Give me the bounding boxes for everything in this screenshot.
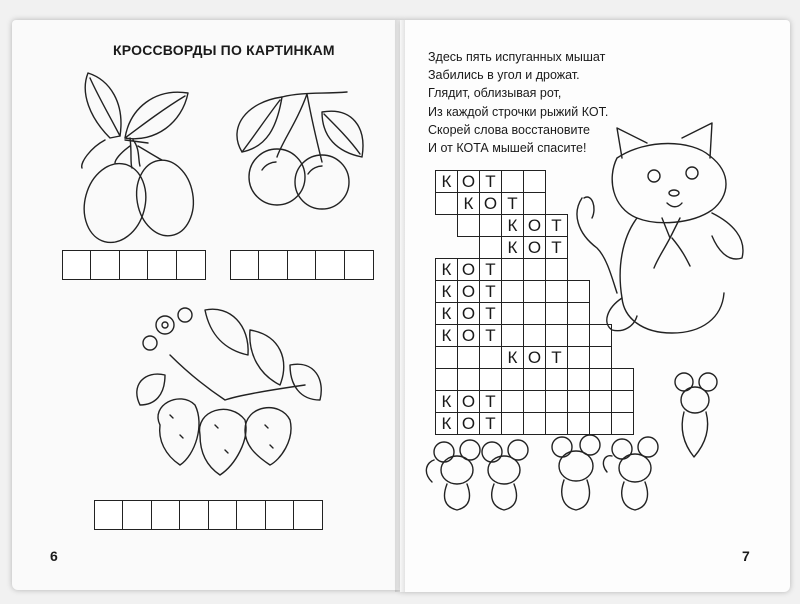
crossword-cell[interactable] [523,280,546,303]
crossword-letter-cell[interactable]: О [457,324,480,347]
crossword-letter-cell[interactable]: О [457,412,480,435]
strawberry-answer-row[interactable] [95,500,323,530]
crossword-cell[interactable] [435,346,458,369]
answer-cell[interactable] [90,250,120,280]
answer-cell[interactable] [119,250,149,280]
crossword-letter-cell[interactable]: О [523,236,546,259]
crossword-letter-cell[interactable]: О [457,280,480,303]
crossword-cell[interactable] [435,192,458,215]
crossword-letter-cell[interactable]: Т [479,412,502,435]
crossword-letter-cell[interactable]: О [457,258,480,281]
crossword-letter-cell[interactable]: К [435,170,458,193]
answer-cell[interactable] [265,500,295,530]
page-number-left: 6 [50,548,58,564]
crossword-letter-cell[interactable]: О [457,390,480,413]
crossword-letter-cell[interactable]: О [523,214,546,237]
answer-cell[interactable] [230,250,260,280]
crossword-letter-cell[interactable]: К [435,390,458,413]
answer-cell[interactable] [287,250,317,280]
cherry-answer-row[interactable] [231,250,374,280]
answer-cell[interactable] [147,250,177,280]
crossword-letter-cell[interactable]: К [457,192,480,215]
crossword-cell[interactable] [523,324,546,347]
crossword-letter-cell[interactable]: К [435,324,458,347]
crossword-letter-cell[interactable]: Т [479,302,502,325]
answer-cell[interactable] [315,250,345,280]
crossword-letter-cell[interactable]: Т [479,390,502,413]
crossword-letter-cell[interactable]: К [501,214,524,237]
crossword-cell[interactable] [479,346,502,369]
cherry-illustration [222,82,372,212]
answer-cell[interactable] [122,500,152,530]
crossword-letter-cell[interactable]: К [435,280,458,303]
crossword-letter-cell[interactable]: К [501,346,524,369]
strawberry-illustration [130,305,330,495]
crossword-cell[interactable] [501,258,524,281]
poem-line: Скорей слова восстановите [428,122,591,137]
answer-cell[interactable] [179,500,209,530]
page-title: КРОССВОРДЫ ПО КАРТИНКАМ [113,42,335,58]
crossword-cell[interactable] [457,346,480,369]
crossword-cell[interactable] [523,192,546,215]
crossword-cell[interactable] [567,346,590,369]
crossword-letter-cell[interactable]: Т [545,346,568,369]
poem-line: Забились в угол и дрожат. [428,68,580,83]
answer-cell[interactable] [62,250,92,280]
crossword-letter-cell[interactable]: К [435,258,458,281]
crossword-letter-cell[interactable]: К [435,412,458,435]
plum-answer-row[interactable] [63,250,206,280]
poem-line: И от КОТА мышей спасите! [428,141,587,156]
crossword-cell[interactable] [523,170,546,193]
crossword-letter-cell[interactable]: Т [479,170,502,193]
crossword-cell[interactable] [523,258,546,281]
crossword-letter-cell[interactable]: О [523,346,546,369]
answer-cell[interactable] [94,500,124,530]
crossword-cell[interactable] [479,236,502,259]
crossword-letter-cell[interactable]: О [457,302,480,325]
page-number-right: 7 [742,548,750,564]
crossword-letter-cell[interactable]: Т [479,324,502,347]
crossword-letter-cell[interactable]: Т [479,258,502,281]
answer-cell[interactable] [293,500,323,530]
crossword-cell[interactable] [479,214,502,237]
answer-cell[interactable] [208,500,238,530]
plum-illustration [70,68,210,248]
crossword-letter-cell[interactable]: Т [545,236,568,259]
crossword-cell[interactable] [523,302,546,325]
crossword-letter-cell[interactable]: О [457,170,480,193]
crossword-cell[interactable] [501,302,524,325]
crossword-letter-cell[interactable]: К [501,236,524,259]
answer-cell[interactable] [258,250,288,280]
crossword-cell[interactable] [457,214,480,237]
answer-cell[interactable] [151,500,181,530]
book-spine [395,20,405,592]
answer-cell[interactable] [344,250,374,280]
cat-illustration [562,118,762,348]
crossword-letter-cell[interactable]: Т [479,280,502,303]
crossword-letter-cell[interactable]: О [479,192,502,215]
crossword-letter-cell[interactable]: К [435,302,458,325]
answer-cell[interactable] [236,500,266,530]
crossword-cell[interactable] [501,324,524,347]
crossword-letter-cell[interactable]: Т [501,192,524,215]
poem-line: Из каждой строчки рыжий КОТ. [428,104,609,119]
crossword-cell[interactable] [501,280,524,303]
answer-cell[interactable] [176,250,206,280]
crossword-cell[interactable] [589,346,612,369]
mice-illustration [422,372,722,512]
poem-line: Глядит, облизывая рот, [428,86,562,101]
crossword-letter-cell[interactable]: Т [545,214,568,237]
poem-line: Здесь пять испуганных мышат [428,50,606,64]
crossword-cell[interactable] [501,170,524,193]
